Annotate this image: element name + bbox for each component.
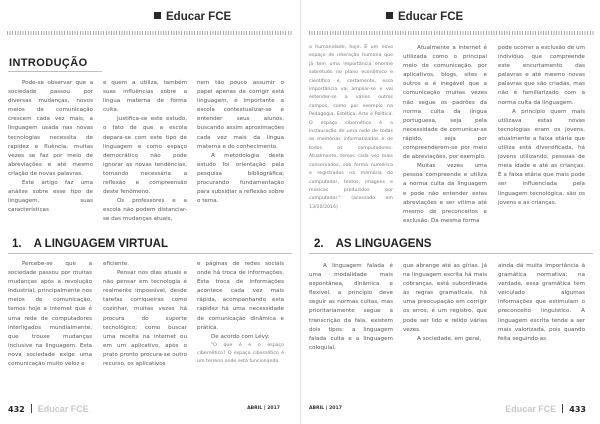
section-title: AS LINGUAGENS [335,238,432,250]
right-column-3 [498,44,585,208]
magazine-title: Educar FCE [398,11,464,23]
paragraph: Pode-se observar que a sociedade passou por diversas mudanças, novos meios de comunicação crescem cada vez mais, a linguagem usada nas novas tecnologias necessita de rapidez e fluência, muitas vezes se faz por meio de abreviações e até mesmo criação de novas palavras. [8,80,93,177]
section-2-heading [314,238,431,250]
section-1-underline [8,253,292,254]
quote-column [309,44,393,212]
intro-heading-underline [8,71,102,72]
paragraph: A linguagem falada é uma modalidade mais espontânea, dinâmica e flexível, a princípio deve seguir as normas cultas, mas prioritariamente segue a transcrição da fala, existem dois tipos: a linguagem falada culta e a linguagem coloquial, [309,263,393,351]
section-2-column-3 [498,262,585,344]
page-number: 432 [8,405,25,414]
right-page-header [386,11,463,23]
paragraph: eficiente. [103,261,129,267]
paragraph: nem tão pouco assumir o papel apenas de corrigir está linguagem, é importante a escola contextualizar-se e entender seus alunos, buscando assim aproximações cada vez mais da língua materna e do conhecimento. [197,80,284,150]
footer-divider [562,404,563,413]
section-2-column-1 [309,262,393,353]
square-bullet-icon [154,12,161,19]
paragraph: Este artigo faz uma análise sobre esse tipo de linguagem, suas características [8,180,93,214]
paragraph: A princípio quem mais utilizava estas novas tecnologias eram os jovens, atualmente a faixa etária que utiliza está diversificada, há jovens utilizando, pessoas de meia idade e até as crianças. É a faixa etária que mais pode ser influenciada pela linguagem tecnológica, são os jovens e as crianças. [498,108,585,206]
block-quote: "O que é e o espaço cibernético? O espaço cibernético é um terreno onde está funcionando [197,342,284,365]
paragraph: e páginas de redes sociais onde há troca de informações. Esta troca de informações acontece cada vez mais rápida, acompanhando esta rapidez há uma necessidade de comunicação dinâmica e prática. [197,261,284,331]
footer-date: ABRIL | 2017 [309,406,342,411]
paragraph: e quem a utiliza, também suas influências sobre a língua materna de forma culta. [103,80,187,114]
paragraph: Os professores e a escola não podem distanciar-se das mudanças atuais, [103,198,187,223]
footer-date: ABRIL | 2017 [247,406,280,411]
left-footer [8,404,293,414]
paragraph: Muitas vezes uma pessoa compreende e utiliza a norma culta da linguagem e pode não entender estas abreviações e ser vítima até mesmo de preconceitos e exclusão. Da mesma forma [403,163,487,224]
section-title: A LINGUAGEM VIRTUAL [33,238,168,250]
paragraph: Pensar nos dias atuais e não pensar em tecnologia é realmente impossível, desde tarefas corriqueiras como cozinhar, muitas vezes há procura do suporte tecnológico; como buscar uma receita na internet ou em um aplicativo, após o prato pronto procura-se outro recurso, os aplicativos [103,270,187,368]
paragraph: Atualmente a internet é utilizada como o principal meio de comunicação, por aplicativos, blogs, sites e outros e é inegável que a comunicação muitas vezes não segue os padrões da norma culta da língua portuguesa, seja pela necessidade de comunicar-se rápido, seja por compreenderem-se por meio de abreviações, por exemplo. [403,45,487,161]
paragraph: De acordo com Lévy: [211,333,270,340]
intro-heading: INTRODUÇÃO [9,57,88,69]
page-number: 433 [569,405,586,414]
paragraph: A metodologia deste estudo foi orientação pela pesquisa bibliográfica, procurando fundamentação para subsidiar a reflexão sobre o tema. [197,152,284,205]
left-page-header [154,11,231,23]
intro-column-3 [197,79,284,206]
magazine-title: Educar FCE [166,11,232,23]
intro-column-1 [8,79,93,215]
right-page [300,0,600,424]
section-1-column-2 [103,260,187,369]
paragraph: A sociedade, em geral, [417,335,482,342]
intro-column-2 [103,79,187,225]
paragraph: Justifica-se este estudo, o fato de que a escola depara-se com este tipo de linguagem e como espaço democrático não pode ignorar as novas tendências, tornando necessária a reflexão e compreensão deste fenômeno. [103,116,187,196]
paragraph: pode ocorrer a exclusão de um indivíduo que compreende este encurtamento das palavras e até mesmo novas palavras que são criadas, mas não é familiarizado com a norma culta da linguagem. [498,45,585,106]
section-2-underline [309,253,593,254]
section-1-column-1 [8,260,92,369]
paragraph: que abrange até as gírias. Já na linguagem escrita há mais cobranças, está subordinada às regras gramaticais, há uma preocupação em corrigir os erros, é um registro, que pode ser lido e relido várias vezes. [403,263,487,333]
footer-magazine: Educar FCE [505,404,557,414]
section-2-column-2 [403,262,487,344]
block-quote: a humanidade, hoje. É um novo espaço de interação humana que já tem uma importância enorme sobretudo no plano econômico e científico e, certamente, essa importância vai ampliar-se e vai estender-se a vários outros campos, como por exemplo na Pedagogia, Estética, Arte e Política. O espaço cibernético é a instauração de uma rede de todas as memórias informatizadas e de todos os computadores. Atualmente, temos cada vez mais conservados, sob forma numérica e registrados na memória do computador, textos, imagens e músicas produzidos por computador." (acessado em 13/10/2016) [309,45,393,210]
header-dotted-rule [7,31,292,35]
footer-right-group [505,404,586,414]
footer-divider [31,404,32,413]
square-bullet-icon [386,12,393,19]
paragraph: Percebe-se que a sociedade passou por muitas mudanças após a revolução industrial, principalmente nos meios de comunicação, temos hoje a internet que é uma rede de computadores interligados mundialmente, que trouxe mudanças inclusive na linguagem. Esta nova sociedade exige uma comunicação muito veloz e [8,261,92,368]
section-number: 2. [314,238,324,250]
section-1-column-3 [197,260,284,366]
right-column-2 [403,44,487,226]
footer-magazine: Educar FCE [37,404,89,414]
section-1-heading [12,238,168,250]
section-number: 1. [12,238,22,250]
header-dotted-rule [309,31,594,35]
paragraph: ainda dá muita importância à gramática normativa; na verdade, essa gramática tem veiculado algumas informações que estimulam o preconceito linguístico. A linguagem escrita tende a ser mais valorizada, pois quando feita seguindo as [498,263,585,342]
